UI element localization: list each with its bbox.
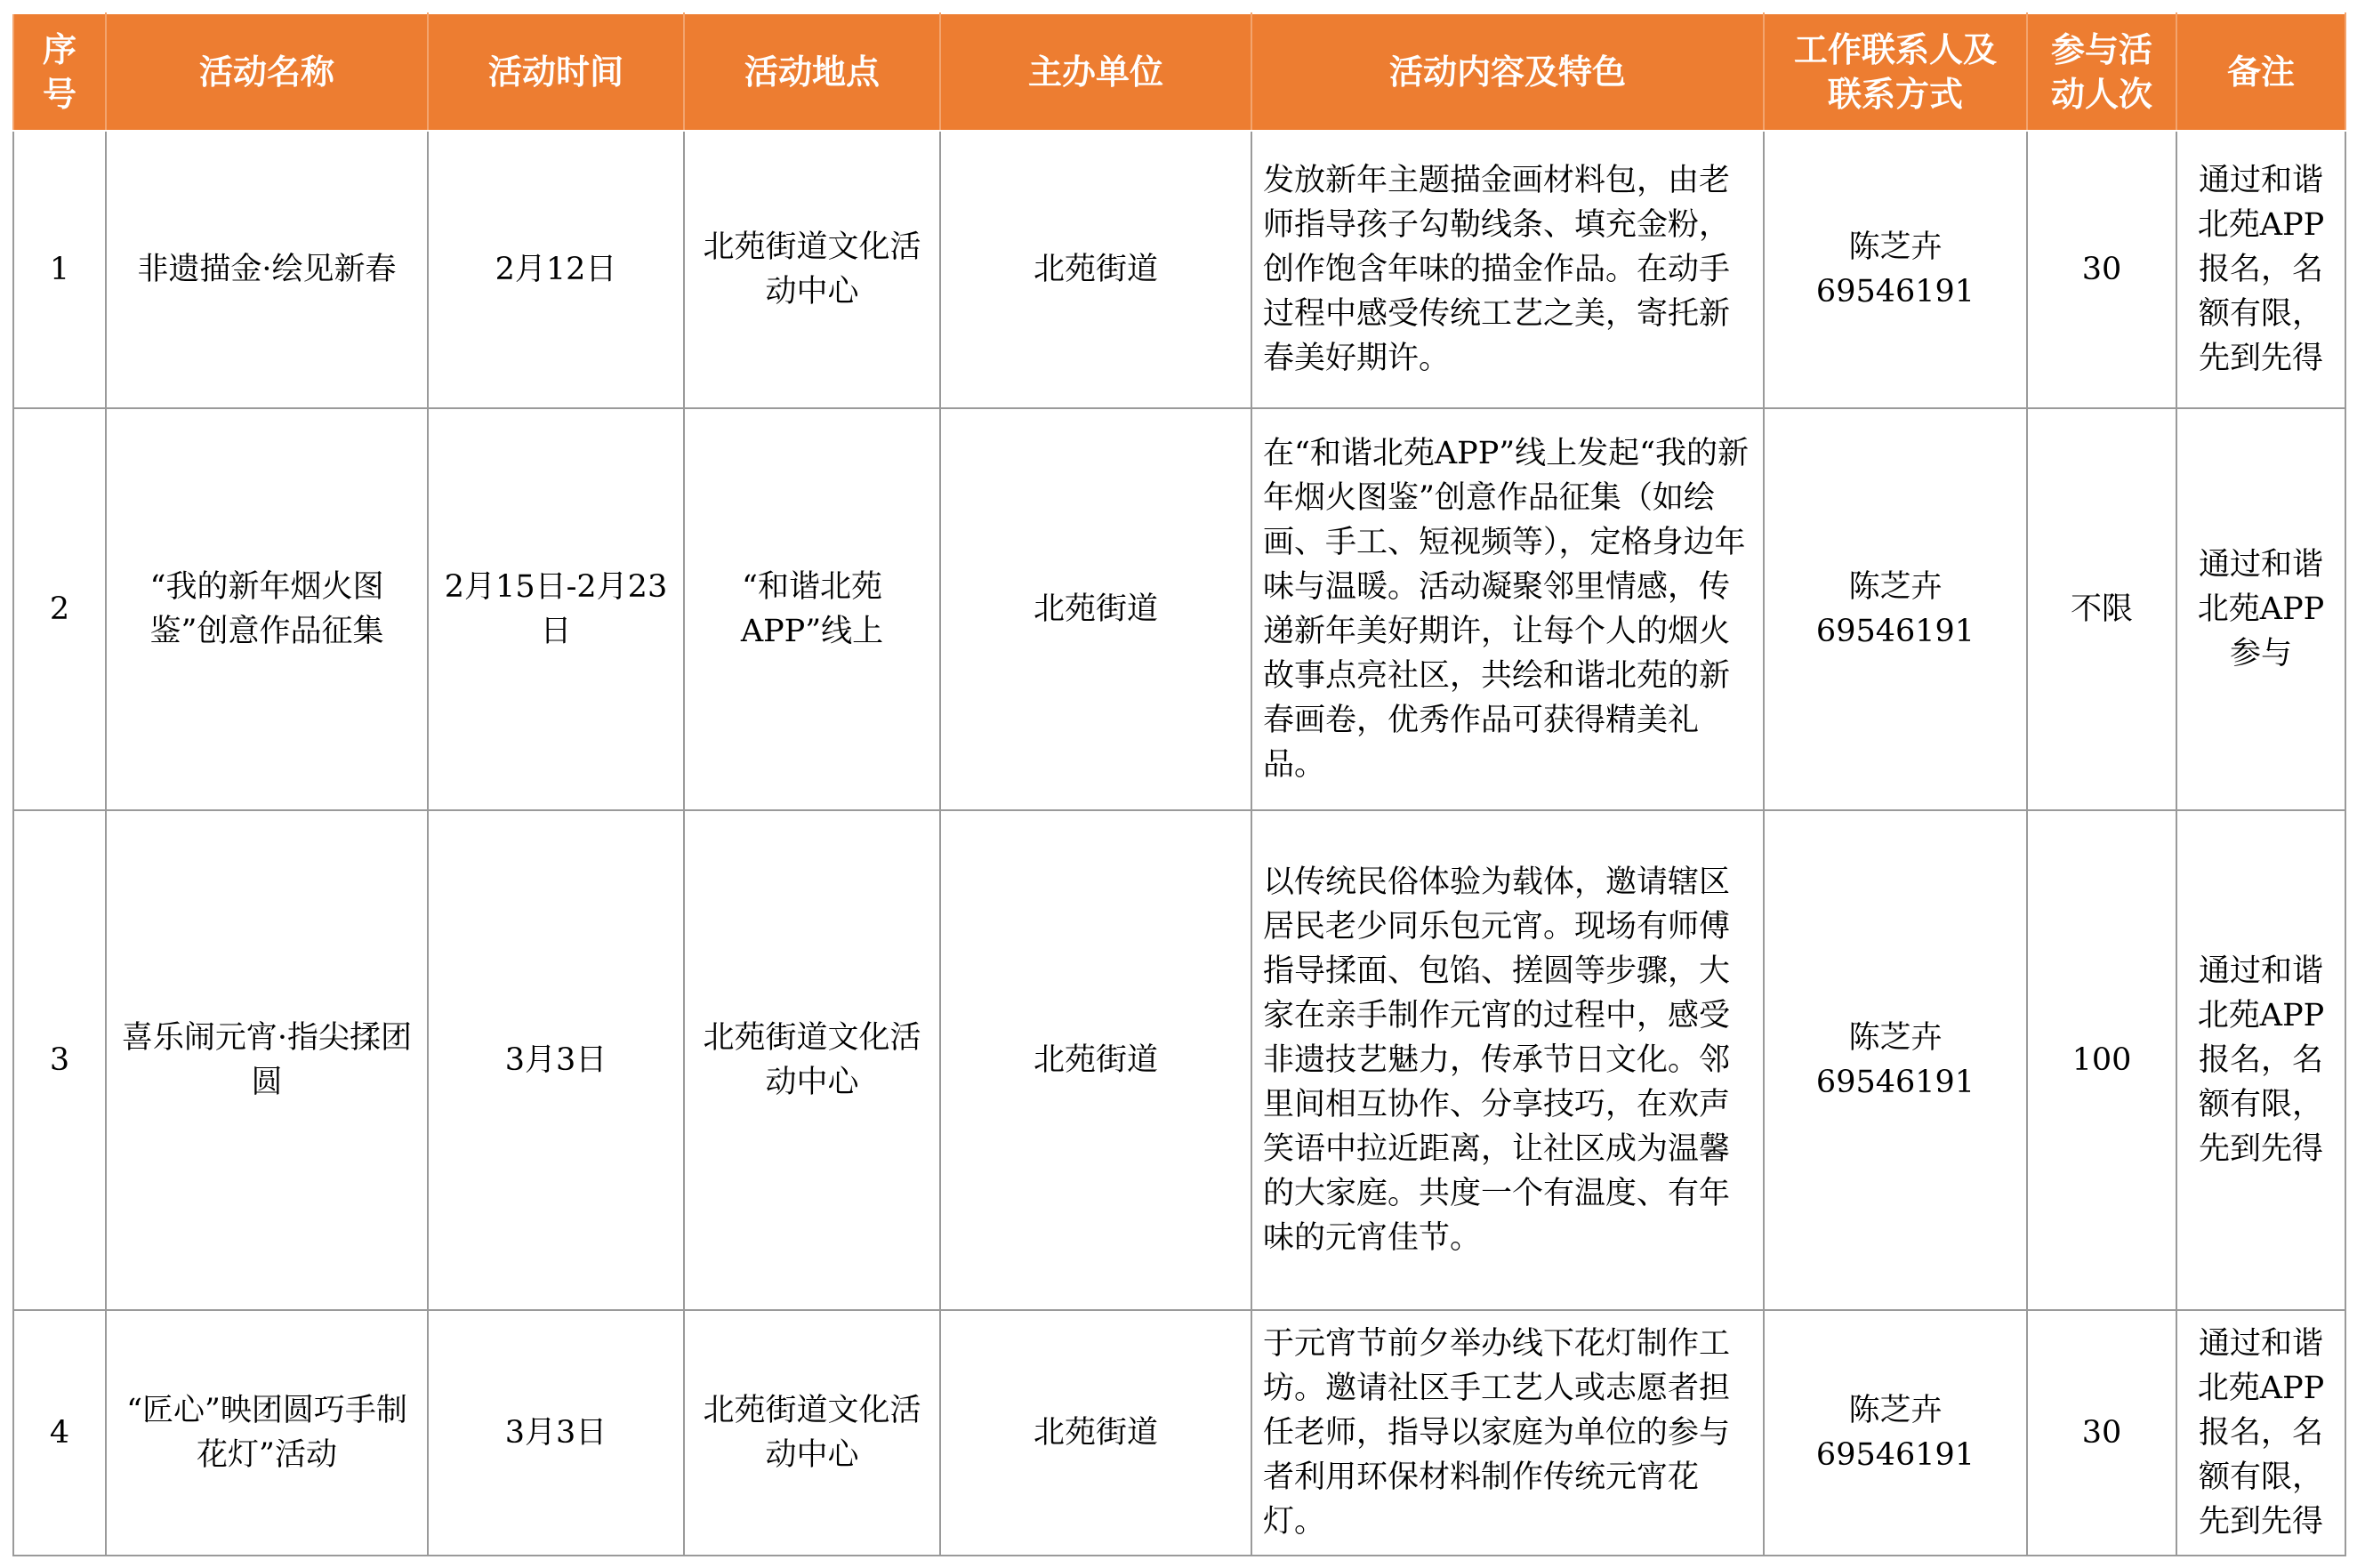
- cell-remarks: 通过和谐北苑APP参与: [2176, 408, 2345, 810]
- cell-participants: 100: [2027, 810, 2176, 1310]
- cell-time: 3月3日: [428, 1310, 684, 1556]
- table-row: [13, 408, 2345, 810]
- cell-name: “我的新年烟火图鉴”创意作品征集: [106, 408, 428, 810]
- cell-name: 非遗描金·绘见新春: [106, 131, 428, 408]
- header-time: 活动时间: [428, 13, 684, 131]
- cell-contact: 陈芝卉69546191: [1764, 810, 2027, 1310]
- cell-seq: 1: [13, 131, 106, 408]
- cell-organizer: 北苑街道: [940, 1310, 1251, 1556]
- cell-remarks: 通过和谐北苑APP报名，名额有限，先到先得: [2176, 131, 2345, 408]
- cell-content: 发放新年主题描金画材料包，由老师指导孩子勾勒线条、填充金粉，创作饱含年味的描金作品。在动手过程中感受传统工艺之美，寄托新春美好期许。: [1251, 131, 1764, 408]
- cell-remarks: 通过和谐北苑APP报名，名额有限，先到先得: [2176, 810, 2345, 1310]
- cell-content: 以传统民俗体验为载体，邀请辖区居民老少同乐包元宵。现场有师傅指导揉面、包馅、搓圆等步骤，大家在亲手制作元宵的过程中，感受非遗技艺魅力，传承节日文化。邻里间相互协作、分享技巧，在欢声笑语中拉近距离，让社区成为温馨的大家庭。共度一个有温度、有年味的元宵佳节。: [1251, 810, 1764, 1310]
- cell-seq: 2: [13, 408, 106, 810]
- cell-name: 喜乐闹元宵·指尖揉团圆: [106, 810, 428, 1310]
- cell-organizer: 北苑街道: [940, 131, 1251, 408]
- header-content: 活动内容及特色: [1251, 13, 1764, 131]
- header-participants: 参与活动人次: [2027, 13, 2176, 131]
- header-contact: 工作联系人及联系方式: [1764, 13, 2027, 131]
- cell-content: 在“和谐北苑APP”线上发起“我的新年烟火图鉴”创意作品征集（如绘画、手工、短视频等），定格身边年味与温暖。活动凝聚邻里情感，传递新年美好期许，让每个人的烟火故事点亮社区，共绘和谐北苑的新春画卷，优秀作品可获得精美礼品。: [1251, 408, 1764, 810]
- table-row: [13, 131, 2345, 408]
- cell-place: “和谐北苑APP”线上: [684, 408, 940, 810]
- cell-content: 于元宵节前夕举办线下花灯制作工坊。邀请社区手工艺人或志愿者担任老师，指导以家庭为单位的参与者利用环保材料制作传统元宵花灯。: [1251, 1310, 1764, 1556]
- cell-name: “匠心”映团圆巧手制花灯”活动: [106, 1310, 428, 1556]
- header-name: 活动名称: [106, 13, 428, 131]
- cell-time: 2月15日-2月23日: [428, 408, 684, 810]
- cell-time: 2月12日: [428, 131, 684, 408]
- header-organizer: 主办单位: [940, 13, 1251, 131]
- header-seq: 序号: [13, 13, 106, 131]
- cell-organizer: 北苑街道: [940, 408, 1251, 810]
- header-place: 活动地点: [684, 13, 940, 131]
- table-row: [13, 1310, 2345, 1556]
- header-remarks: 备注: [2176, 13, 2345, 131]
- activity-table: [12, 12, 2346, 1556]
- cell-place: 北苑街道文化活动中心: [684, 810, 940, 1310]
- cell-seq: 4: [13, 1310, 106, 1556]
- cell-seq: 3: [13, 810, 106, 1310]
- cell-participants: 不限: [2027, 408, 2176, 810]
- cell-place: 北苑街道文化活动中心: [684, 1310, 940, 1556]
- table-row: [13, 810, 2345, 1310]
- cell-remarks: 通过和谐北苑APP报名，名额有限，先到先得: [2176, 1310, 2345, 1556]
- cell-contact: 陈芝卉69546191: [1764, 408, 2027, 810]
- cell-place: 北苑街道文化活动中心: [684, 131, 940, 408]
- cell-participants: 30: [2027, 131, 2176, 408]
- cell-contact: 陈芝卉69546191: [1764, 131, 2027, 408]
- cell-participants: 30: [2027, 1310, 2176, 1556]
- cell-contact: 陈芝卉69546191: [1764, 1310, 2027, 1556]
- cell-time: 3月3日: [428, 810, 684, 1310]
- activity-sheet: [12, 12, 2345, 1556]
- cell-organizer: 北苑街道: [940, 810, 1251, 1310]
- header-row: [13, 13, 2345, 131]
